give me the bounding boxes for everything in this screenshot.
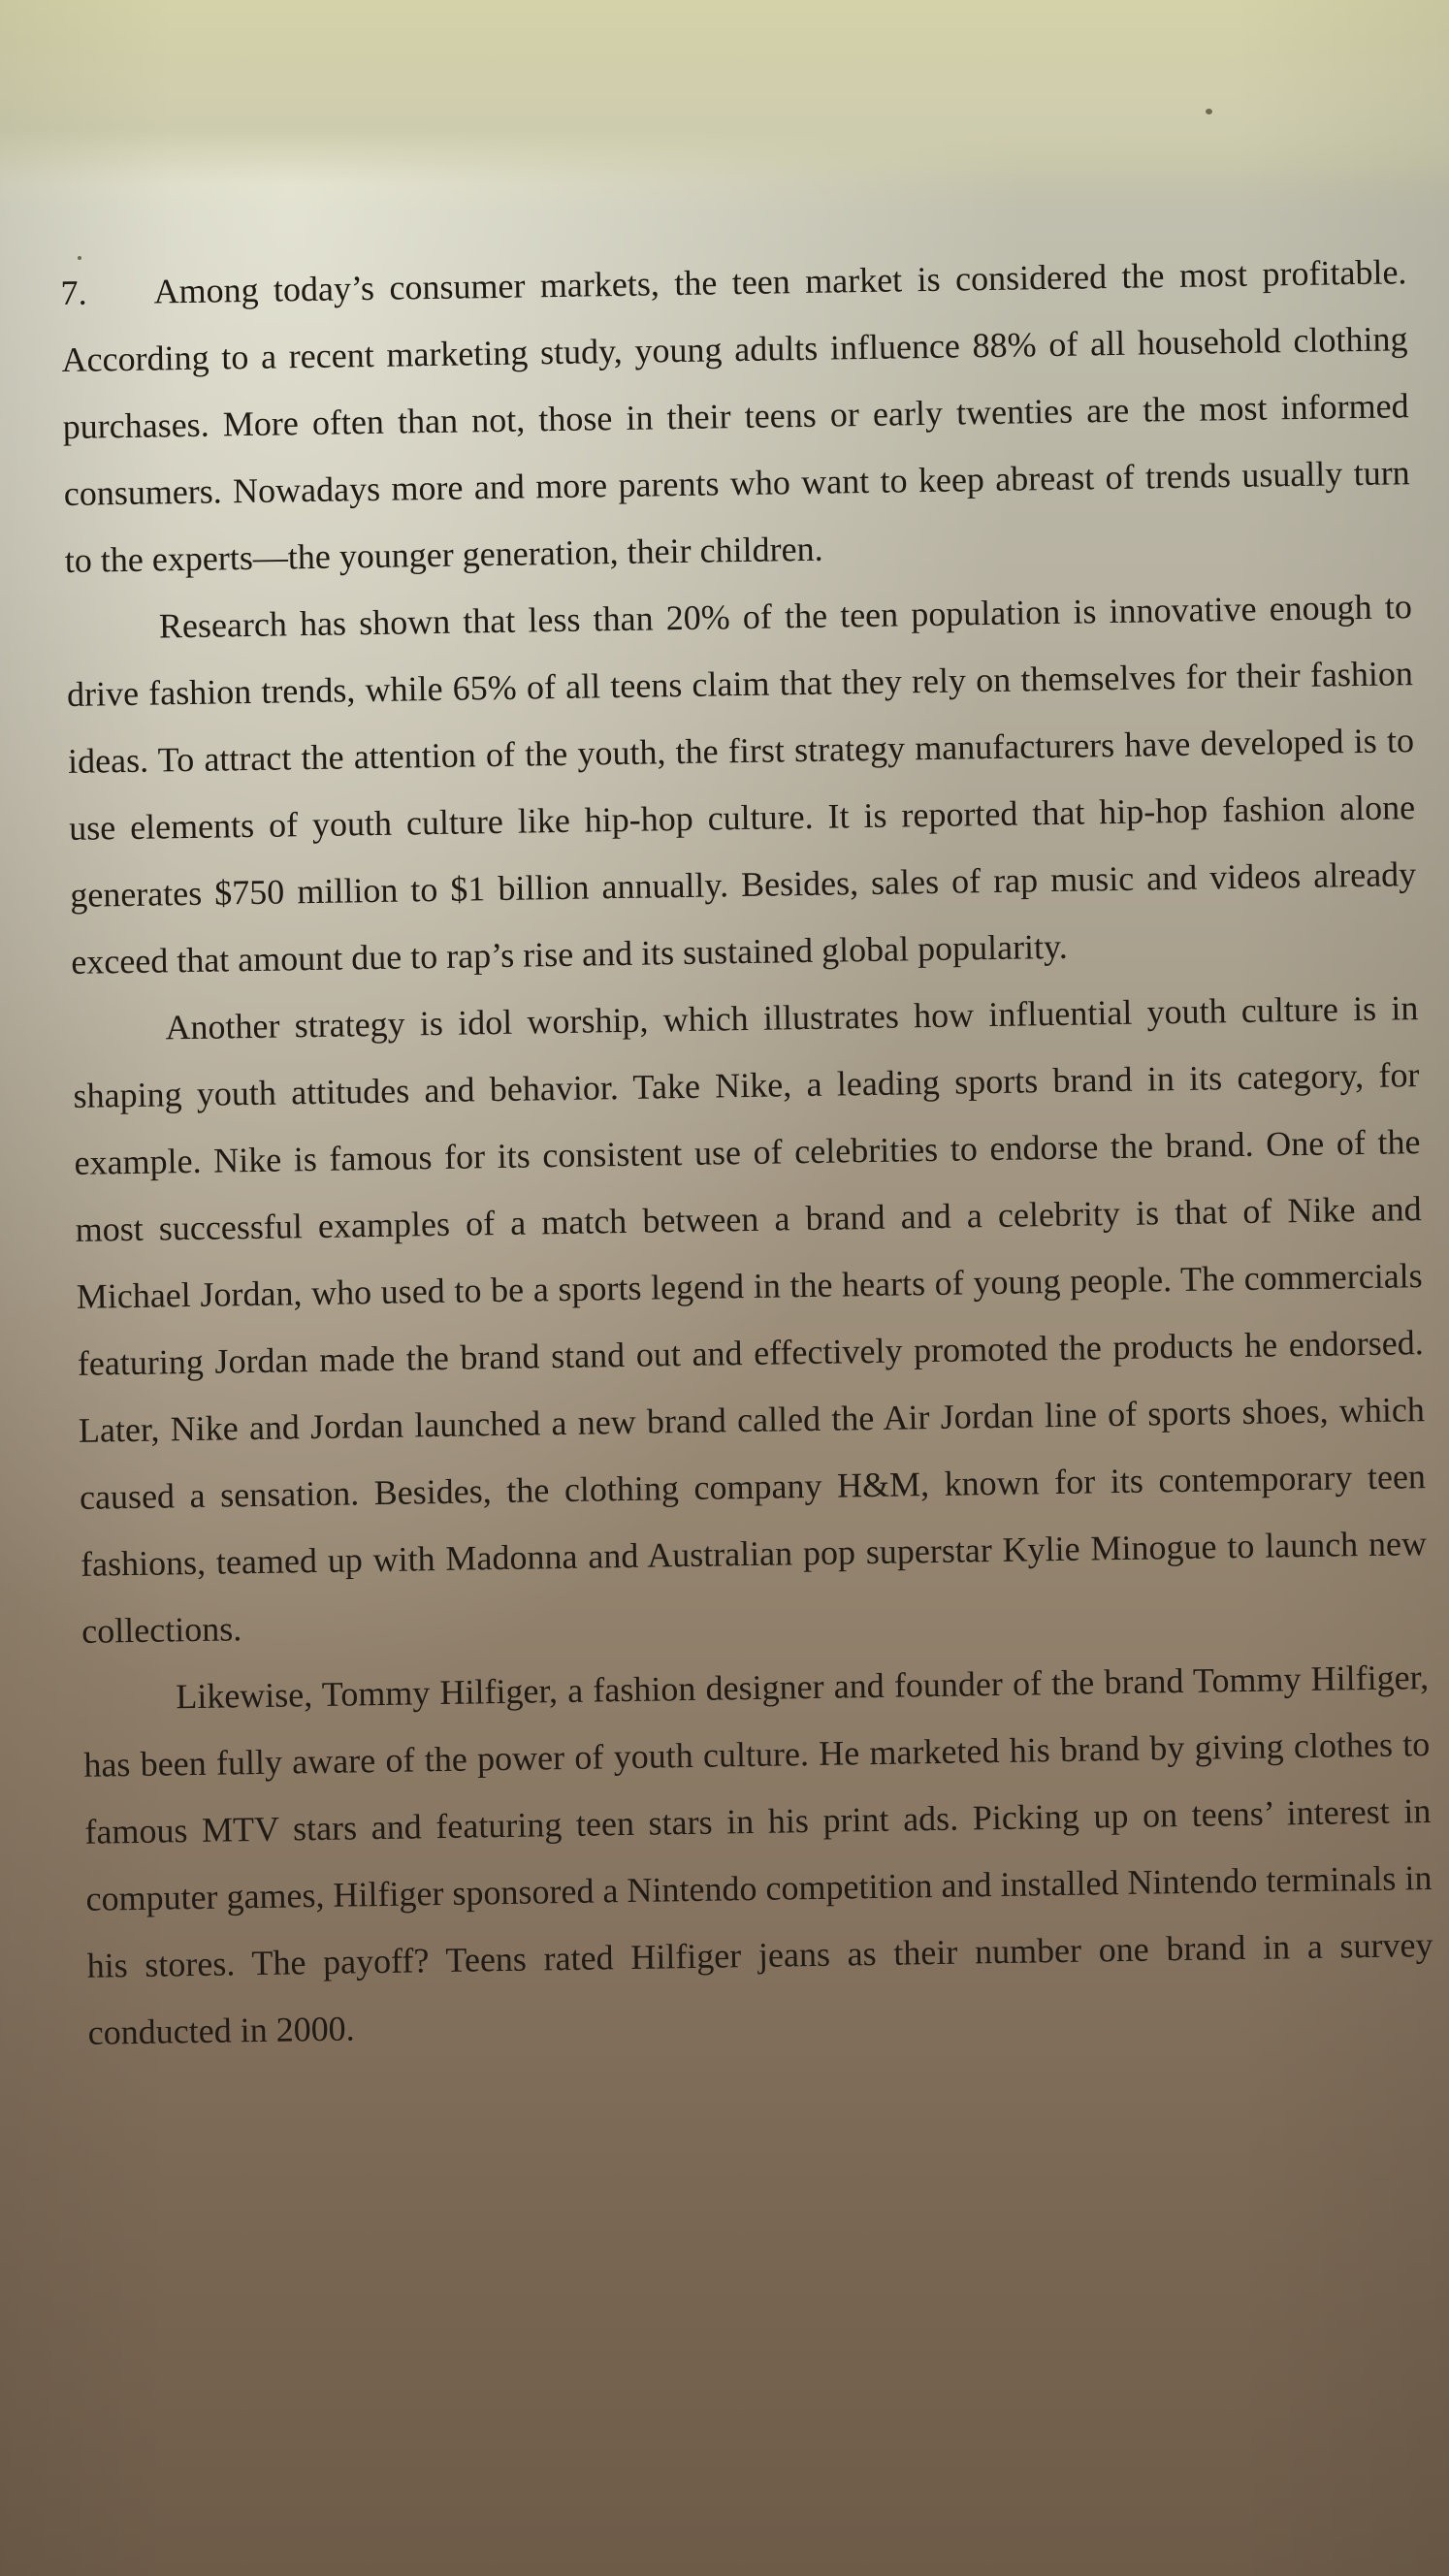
- paragraph-1: [60, 239, 1411, 595]
- paragraph-3: Another strategy is idol worship, which illustrates how influential youth culture is in shaping youth attitudes and behavior. Take Nike, a leading sports brand in its category, for example. Nike is famous for its consistent use of celebrities to endorse the brand. One of the most successful examples of a match between a brand and a celebrity is that of Nike and Michael Jordan, who used to be a sports legend in the hearts of young people. The commercials featuring Jordan made the brand stand out and effectively promoted the products he endorsed. Later, Nike and Jordan launched a new brand called the Air Jordan line of sports shoes, which caused a sensation. Besides, the clothing company H&M, known for its contemporary teen fashions, teamed up with Madonna and Australian pop superstar Kylie Minogue to launch new collections.: [73, 988, 1428, 1651]
- paragraph-1-text: Among today’s consumer markets, the teen market is considered the most profitable. According to a recent marketing study, young adults influence 88% of all household clothing purchases. More often than not, those in their teens or early twenties are the most informed consumers. Nowadays more and more parents who want to keep abreast of trends usually turn to the experts—the younger generation, their children.: [61, 252, 1410, 580]
- paragraph-2: Research has shown that less than 20% of the teen population is innovative enough to drive fashion trends, while 65% of all teens claim that they rely on themselves for their fashion ideas. To attract the attention of the youth, the first strategy manufacturers have developed is to use elements of youth culture like hip-hop culture. It is reported that hip-hop fashion alone generates $750 million to $1 billion annually. Besides, sales of rap music and videos already exceed that amount due to rap’s rise and its sustained global popularity.: [66, 587, 1417, 982]
- paper-speck: [1206, 109, 1212, 114]
- reading-passage: [60, 239, 1434, 2067]
- item-number: 7.: [60, 273, 87, 312]
- paragraph-4: Likewise, Tommy Hilfiger, a fashion designer and founder of the brand Tommy Hilfiger, has been fully aware of the power of youth culture. He marketed his brand by giving clothes to famous MTV stars and featuring teen stars in his print ads. Picking up on teens’ interest in computer games, Hilfiger sponsored a Nintendo competition and installed Nintendo terminals in his stores. The payoff? Teens rated Hilfiger jeans as their number one brand in a survey conducted in 2000.: [83, 1658, 1433, 2052]
